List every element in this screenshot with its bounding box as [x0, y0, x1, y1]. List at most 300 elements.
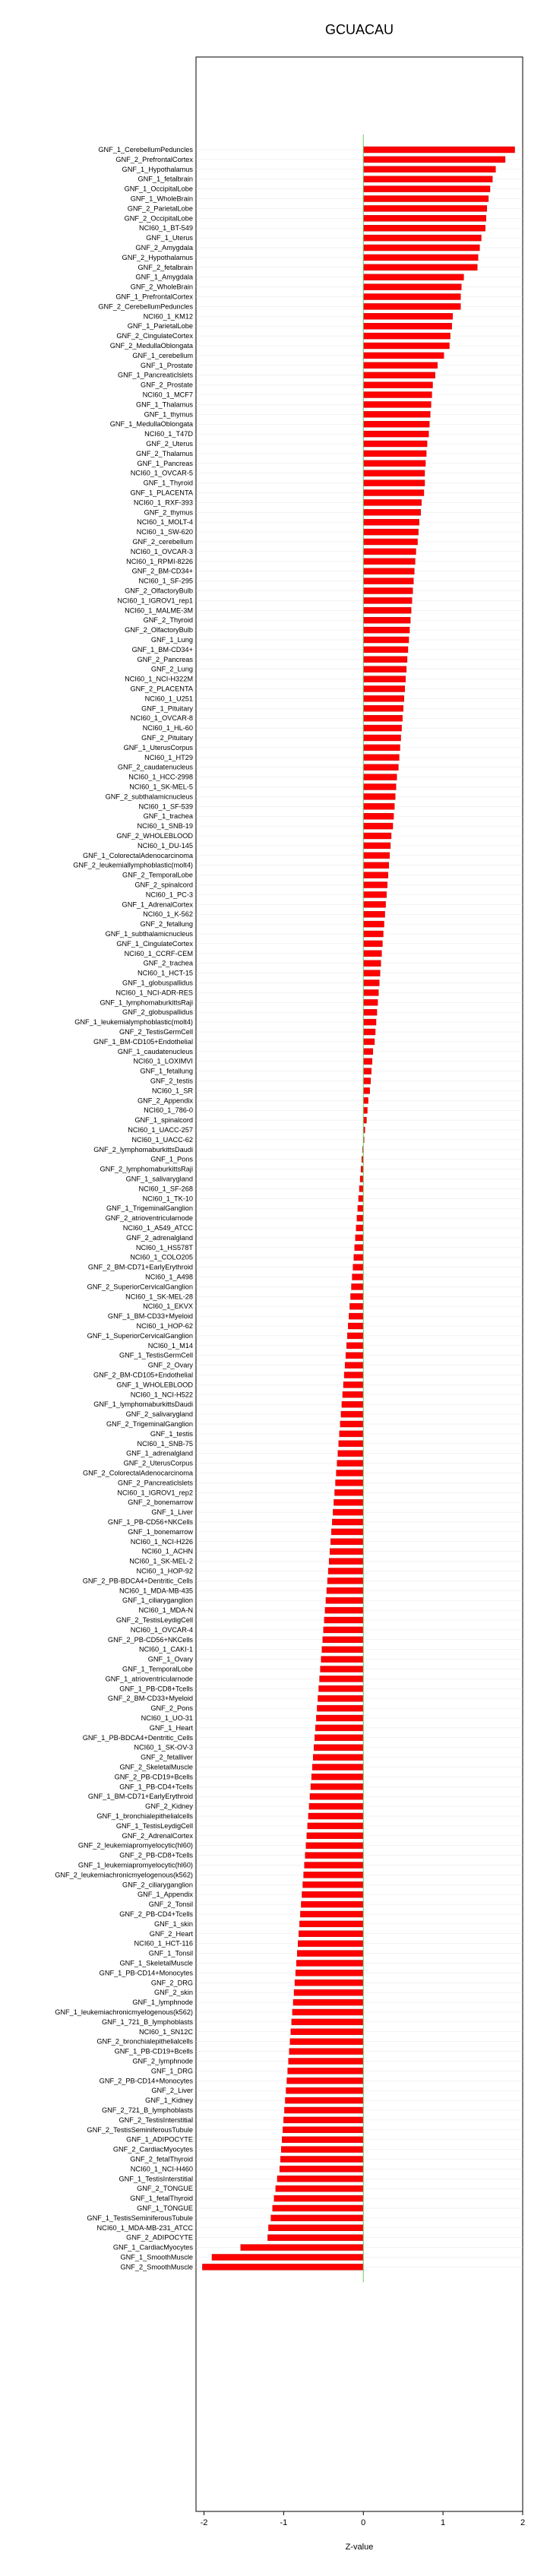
category-label: GNF_1_Hypothalamus: [122, 165, 193, 173]
category-label: GNF_2_PB-CD14+Monocytes: [99, 2077, 193, 2085]
category-label: NCI60_1_MOLT-4: [137, 518, 193, 527]
bar: [363, 490, 424, 496]
category-label: GNF_2_subthalamicnucleus: [105, 793, 193, 801]
category-label: GNF_1_leukemiachronicmyelogenous(k562): [55, 2008, 193, 2016]
category-label: GNF_2_ADIPOCYTE: [126, 2233, 193, 2242]
category-label: GNF_1_Ovary: [147, 1655, 193, 1663]
category-label: GNF_2_adrenalgland: [126, 1233, 193, 1242]
category-label: GNF_1_thymus: [144, 410, 193, 419]
bar: [343, 1381, 363, 1388]
category-label: GNF_2_caudatenucleus: [117, 763, 193, 771]
category-label: NCI60_1_K-562: [143, 910, 193, 919]
category-label: GNF_2_CingulateCortex: [116, 332, 193, 340]
category-label: GNF_2_Heart: [149, 1929, 193, 1938]
category-label: NCI60_1_DU-145: [137, 841, 193, 850]
bar: [299, 1931, 363, 1937]
bar: [296, 1960, 363, 1967]
bar: [363, 284, 461, 290]
bar: [363, 401, 431, 407]
category-label: GNF_2_Kidney: [145, 1802, 193, 1811]
category-label: GNF_2_MedullaOblongata: [109, 342, 193, 350]
bar: [282, 2137, 363, 2143]
bar: [293, 1999, 363, 2005]
category-label: GNF_1_PB-CD19+Bcells: [114, 2047, 193, 2055]
bar: [333, 1509, 363, 1515]
bar: [292, 2009, 363, 2015]
category-label: GNF_1_trachea: [143, 812, 193, 821]
bar: [334, 1499, 363, 1505]
category-label: NCI60_1_EKVX: [143, 1302, 193, 1311]
category-label: GNF_2_BM-CD33+Myeloid: [107, 1695, 193, 1703]
category-label: GNF_2_leukemiapromyelocytic(hl60): [77, 1841, 193, 1850]
x-tick-label: 2: [520, 2518, 526, 2527]
bar: [363, 1097, 368, 1103]
category-label: GNF_2_Hypothalamus: [122, 253, 193, 261]
bar: [307, 1833, 363, 1839]
category-label: NCI60_1_SN12C: [139, 2027, 193, 2036]
bar: [268, 2225, 363, 2231]
bar: [363, 255, 478, 261]
category-label: NCI60_1_SNB-75: [137, 1439, 193, 1448]
bar: [289, 2049, 364, 2055]
bar: [321, 1657, 364, 1663]
bar: [285, 2097, 363, 2103]
category-label: GNF_1_leukemiapromyelocytic(hl60): [77, 1861, 193, 1869]
category-label: GNF_1_PB-CD4+Tcells: [119, 1783, 193, 1791]
bar: [267, 2235, 363, 2241]
bar: [311, 1783, 363, 1790]
bar: [363, 157, 505, 163]
category-label: GNF_2_globuspallidus: [122, 1008, 193, 1017]
bar: [359, 1195, 363, 1201]
category-label: GNF_1_TestisLeydigCell: [115, 1821, 193, 1830]
bar: [291, 2029, 363, 2035]
category-label: NCI60_1_HL-60: [142, 724, 193, 733]
category-label: GNF_1_TemporalLobe: [122, 1665, 193, 1673]
bar: [319, 1685, 364, 1691]
bar: [363, 264, 477, 271]
bar: [363, 549, 416, 555]
bar: [363, 931, 383, 937]
category-label: GNF_1_CardiacMyocytes: [112, 2243, 193, 2252]
bar: [350, 1293, 363, 1299]
category-label: GNF_1_lymphnode: [132, 1998, 193, 2007]
category-label: GNF_2_Lung: [150, 665, 193, 673]
category-label: NCI60_1_HT29: [144, 753, 193, 761]
category-label: GNF_1_lymphomaburkittsDaudi: [93, 1400, 193, 1409]
category-label: GNF_2_SuperiorCervicalGanglion: [87, 1283, 193, 1291]
category-label: GNF_2_OccipitalLobe: [124, 214, 193, 223]
category-label: GNF_2_leukemiallymphoblastic(molt4): [73, 861, 193, 869]
bar: [330, 1539, 363, 1545]
bar: [363, 343, 449, 349]
bar: [346, 1353, 363, 1359]
bar: [363, 657, 407, 663]
category-label: GNF_2_PB-CD4+Tcells: [119, 1910, 193, 1918]
category-label: NCI60_1_OVCAR-4: [130, 1625, 193, 1634]
bar: [363, 803, 394, 809]
bar: [327, 1587, 363, 1593]
category-label: GNF_2_TrigeminalGanglion: [106, 1420, 193, 1428]
category-label: GNF_2_CardiacMyocytes: [112, 2145, 193, 2154]
bar: [294, 1989, 363, 1995]
category-label: GNF_1_TestisSeminiferousTubule: [87, 2214, 193, 2222]
category-label: GNF_2_Tonsil: [148, 1900, 193, 1909]
category-label: GNF_1_Kidney: [145, 2097, 193, 2105]
bar: [328, 1568, 363, 1574]
category-label: GNF_2_ciliaryganglion: [122, 1881, 193, 1889]
bar: [363, 784, 396, 790]
bar: [277, 2176, 363, 2182]
bar: [363, 853, 390, 859]
bar: [301, 1901, 363, 1907]
x-tick-label: 1: [441, 2518, 446, 2527]
bar: [363, 431, 428, 437]
bar: [363, 637, 409, 643]
bar: [324, 1627, 363, 1633]
category-label: GNF_1_PLACENTA: [130, 489, 193, 497]
category-label: NCI60_1_SF-539: [138, 802, 193, 811]
category-label: GNF_1_ADIPOCYTE: [126, 2135, 193, 2144]
category-label: GNF_1_Pituitary: [141, 704, 193, 713]
category-label: GNF_2_Amygdala: [135, 244, 193, 252]
category-label: GNF_2_skin: [153, 1989, 193, 1997]
category-label: GNF_2_fetallung: [140, 920, 193, 929]
category-label: GNF_1_OccipitalLobe: [124, 185, 193, 193]
category-label: GNF_1_Uterus: [146, 234, 193, 242]
category-label: GNF_2_Prostate: [141, 381, 193, 389]
bar: [363, 951, 381, 957]
bar: [346, 1343, 363, 1349]
bar: [271, 2215, 364, 2221]
bar: [363, 793, 395, 799]
category-label: NCI60_1_OVCAR-3: [130, 547, 193, 555]
category-label: GNF_2_Uterus: [146, 440, 193, 448]
category-label: GNF_2_PB-CD8+Tcells: [119, 1851, 193, 1859]
category-label: GNF_1_WholeBrain: [130, 195, 193, 203]
category-label: GNF_2_lymphomaburkittsDaudi: [93, 1145, 193, 1154]
category-label: GNF_2_TestisGermCell: [119, 1028, 193, 1036]
category-label: NCI60_1_T47D: [144, 430, 193, 438]
bar: [316, 1715, 363, 1721]
category-label: GNF_1_fetallung: [140, 1067, 193, 1075]
bar: [317, 1705, 363, 1711]
bar: [363, 627, 409, 633]
bar: [363, 901, 385, 907]
category-label: GNF_2_WHOLEBLOOD: [116, 832, 193, 840]
category-label: NCI60_1_SR: [151, 1087, 193, 1095]
category-label: GNF_1_Thalamus: [135, 400, 193, 409]
category-label: GNF_2_thymus: [144, 508, 193, 517]
category-label: NCI60_1_SK-MEL-5: [129, 783, 193, 791]
bar: [337, 1460, 364, 1467]
bar: [363, 617, 410, 623]
bar: [356, 1225, 363, 1231]
category-label: NCI60_1_HOP-92: [136, 1567, 193, 1575]
bar: [334, 1489, 363, 1495]
category-label: GNF_1_ColorectalAdenocarcinoma: [82, 851, 193, 859]
category-label: NCI60_1_NCI-H226: [130, 1537, 193, 1546]
category-label: GNF_2_PLACENTA: [130, 685, 193, 693]
category-label: NCI60_1_SF-295: [138, 577, 193, 585]
category-label: NCI60_1_HCT-15: [137, 969, 193, 977]
bar: [363, 480, 425, 486]
bar: [363, 1009, 377, 1015]
bar: [281, 2147, 363, 2153]
bar: [332, 1519, 363, 1525]
category-label: GNF_1_leukemialymphoblastic(molt4): [74, 1018, 193, 1027]
bar: [363, 1039, 375, 1045]
bar: [363, 186, 490, 192]
category-label: GNF_1_bonemarrow: [128, 1527, 193, 1536]
bar: [329, 1559, 363, 1565]
bar: [323, 1637, 363, 1643]
category-label: GNF_2_trachea: [143, 959, 193, 967]
category-label: GNF_1_Lung: [150, 636, 193, 644]
bar: [363, 411, 430, 417]
bar: [284, 2107, 363, 2113]
category-label: GNF_2_BM-CD105+Endothelial: [93, 1371, 193, 1379]
category-label: NCI60_1_MDA-N: [138, 1606, 193, 1615]
category-label: GNF_1_TestisGermCell: [119, 1351, 193, 1359]
category-label: NCI60_1_OVCAR-8: [130, 714, 193, 723]
bar: [274, 2195, 363, 2201]
category-label: GNF_1_adrenalgland: [126, 1449, 193, 1457]
bar: [363, 372, 435, 378]
category-label: GNF_2_SmoothMuscle: [120, 2263, 193, 2271]
category-label: NCI60_1_SK-MEL-2: [129, 1557, 193, 1565]
category-label: GNF_2_BM-CD34+: [131, 567, 193, 575]
bar: [363, 607, 411, 613]
bar: [363, 392, 432, 398]
bar: [357, 1215, 363, 1221]
bar: [363, 353, 444, 359]
category-label: NCI60_1_NCI-H322M: [125, 675, 193, 683]
category-label: NCI60_1_HCC-2998: [128, 773, 193, 781]
bar: [363, 529, 418, 535]
bar: [337, 1470, 364, 1476]
bar: [363, 686, 405, 692]
category-label: GNF_1_spinalcord: [134, 1116, 193, 1125]
bar: [363, 303, 460, 309]
bar: [363, 441, 427, 447]
category-label: GNF_2_ParietalLobe: [127, 204, 193, 213]
category-label: GNF_1_Pancreaticlslets: [117, 371, 193, 379]
bar: [341, 1411, 363, 1417]
bar: [363, 362, 438, 369]
bar: [363, 823, 393, 829]
category-label: GNF_1_AdrenalCortex: [122, 900, 193, 909]
bar: [363, 1019, 376, 1025]
category-label: GNF_2_OlfactoryBulb: [125, 587, 193, 595]
category-label: GNF_2_Thalamus: [135, 449, 193, 457]
bar: [320, 1676, 364, 1682]
category-label: GNF_1_BM-CD34+: [131, 645, 193, 653]
bar: [363, 980, 379, 986]
category-label: NCI60_1_CCRF-CEM: [124, 949, 193, 957]
category-label: GNF_2_bronchialepithelialcells: [96, 2037, 193, 2046]
bar: [363, 176, 492, 182]
category-label: GNF_2_Liver: [151, 2087, 193, 2095]
bar: [315, 1735, 363, 1741]
category-label: GNF_2_Pituitary: [141, 734, 193, 742]
category-label: GNF_1_ParietalLobe: [127, 322, 193, 331]
bar: [314, 1745, 363, 1751]
category-label: GNF_1_PB-BDCA4+Dentritic_Cells: [82, 1733, 193, 1742]
bar: [311, 1774, 363, 1780]
bar: [352, 1283, 364, 1290]
category-label: NCI60_1_MDA-MB-231_ATCC: [96, 2223, 193, 2232]
category-label: NCI60_1_KM12: [143, 312, 193, 321]
category-label: GNF_1_Tonsil: [148, 1949, 193, 1957]
category-label: GNF_2_PB-BDCA4+Dentritic_Cells: [82, 1577, 193, 1585]
category-label: NCI60_1_NCI-H460: [130, 2165, 193, 2173]
category-label: GNF_1_bronchialepithelialcells: [96, 1812, 193, 1820]
bar: [297, 1951, 363, 1957]
bar: [363, 764, 398, 771]
category-label: GNF_2_721_B_lymphoblasts: [101, 2106, 193, 2114]
category-label: GNF_1_ciliaryganglion: [122, 1597, 193, 1605]
category-label: GNF_1_Amygdala: [135, 273, 193, 281]
category-label: GNF_2_fetalliver: [141, 1753, 193, 1761]
bar: [280, 2157, 363, 2163]
category-label: GNF_1_cerebellum: [132, 351, 193, 359]
category-label: GNF_2_Pons: [150, 1704, 193, 1713]
bar: [321, 1666, 364, 1673]
bar: [363, 833, 391, 839]
bar: [304, 1872, 364, 1878]
bar: [363, 745, 400, 751]
category-label: NCI60_1_A498: [145, 1273, 193, 1281]
category-label: GNF_1_CerebellumPeduncles: [98, 146, 193, 153]
bar: [363, 989, 378, 995]
bar: [286, 2087, 364, 2093]
category-label: GNF_1_TONGUE: [137, 2204, 193, 2212]
bar: [363, 597, 412, 603]
bar: [347, 1333, 363, 1339]
bar: [359, 1185, 363, 1191]
category-label: NCI60_1_UACC-62: [131, 1135, 193, 1144]
category-label: NCI60_1_HCT-116: [134, 1939, 193, 1948]
category-label: GNF_1_Heart: [149, 1723, 193, 1732]
bar: [363, 1107, 367, 1113]
bar: [363, 578, 413, 584]
bar: [358, 1205, 363, 1211]
bar: [300, 1911, 363, 1917]
bar: [336, 1479, 364, 1486]
bar: [331, 1529, 363, 1535]
category-label: NCI60_1_SW-620: [136, 528, 193, 536]
bar: [363, 676, 406, 682]
bar: [363, 588, 413, 594]
bar: [363, 647, 408, 653]
category-label: NCI60_1_RXF-393: [133, 498, 193, 507]
category-label: GNF_1_MedullaOblongata: [109, 420, 193, 429]
bar: [363, 1078, 370, 1084]
bar: [212, 2255, 363, 2261]
category-label: NCI60_1_UACC-257: [128, 1126, 193, 1134]
bar: [363, 911, 384, 917]
bar: [363, 1049, 373, 1055]
category-label: NCI60_1_MALME-3M: [125, 606, 193, 615]
bar: [363, 559, 415, 565]
bar: [363, 147, 514, 153]
bar: [363, 921, 384, 927]
bar: [363, 695, 403, 701]
bar: [363, 715, 402, 721]
bar: [296, 1970, 363, 1976]
bar: [363, 843, 390, 849]
category-label: GNF_1_UterusCorpus: [123, 743, 193, 752]
bar: [360, 1176, 363, 1182]
bar: [363, 705, 403, 711]
category-label: GNF_2_SkeletalMuscle: [119, 1763, 193, 1771]
bar: [302, 1891, 363, 1897]
bar: [363, 274, 463, 280]
bar: [363, 725, 401, 731]
bar: [363, 313, 452, 319]
category-label: NCI60_1_U251: [144, 695, 193, 703]
category-label: GNF_2_PB-CD19+Bcells: [114, 1773, 193, 1781]
bar: [343, 1391, 363, 1397]
bar: [363, 323, 451, 329]
category-label: NCI60_1_ACHN: [141, 1547, 193, 1555]
category-label: NCI60_1_SK-OV-3: [134, 1743, 193, 1752]
category-labels: [55, 146, 194, 2271]
bar: [342, 1401, 363, 1407]
category-label: GNF_2_Appendix: [137, 1097, 193, 1105]
bar: [202, 2264, 363, 2270]
category-label: GNF_1_PB-CD56+NKCells: [107, 1518, 193, 1526]
bar: [313, 1755, 363, 1761]
bar: [355, 1245, 364, 1251]
bar: [363, 382, 432, 388]
category-label: GNF_2_fetalbrain: [138, 263, 193, 271]
category-label: GNF_1_fetalbrain: [138, 175, 193, 183]
category-label: GNF_1_PB-CD14+Monocytes: [99, 1969, 193, 1977]
bar: [298, 1941, 363, 1947]
category-label: GNF_1_PrefrontalCortex: [115, 293, 193, 301]
category-label: NCI60_1_RPMI-8226: [126, 557, 193, 565]
bar: [363, 294, 460, 300]
bar: [327, 1578, 363, 1584]
bar: [303, 1881, 364, 1888]
bar: [344, 1372, 363, 1378]
category-label: GNF_1_atrioventricularnode: [105, 1675, 193, 1683]
bar: [363, 166, 495, 172]
category-label: NCI60_1_UO-31: [141, 1714, 193, 1722]
category-label: GNF_1_globuspallidus: [122, 979, 193, 987]
bar: [345, 1362, 363, 1369]
bar: [363, 862, 389, 869]
bar: [363, 205, 487, 211]
category-label: GNF_2_PB-CD56+NKCells: [107, 1635, 193, 1644]
bar: [363, 891, 386, 897]
category-label: GNF_2_PrefrontalCortex: [115, 155, 193, 163]
bar: [322, 1647, 364, 1653]
bar: [363, 215, 486, 221]
bar: [363, 813, 394, 819]
category-label: GNF_1_BM-CD71+EarlyErythroid: [87, 1793, 193, 1801]
bar: [312, 1764, 363, 1771]
category-label: GNF_2_lymphnode: [132, 2057, 193, 2065]
bar: [363, 941, 382, 947]
category-label: GNF_2_UterusCorpus: [123, 1459, 193, 1467]
category-label: GNF_1_Liver: [151, 1508, 193, 1517]
category-label: GNF_2_CerebellumPeduncles: [98, 302, 193, 311]
bar: [363, 519, 419, 525]
bar: [330, 1549, 363, 1555]
